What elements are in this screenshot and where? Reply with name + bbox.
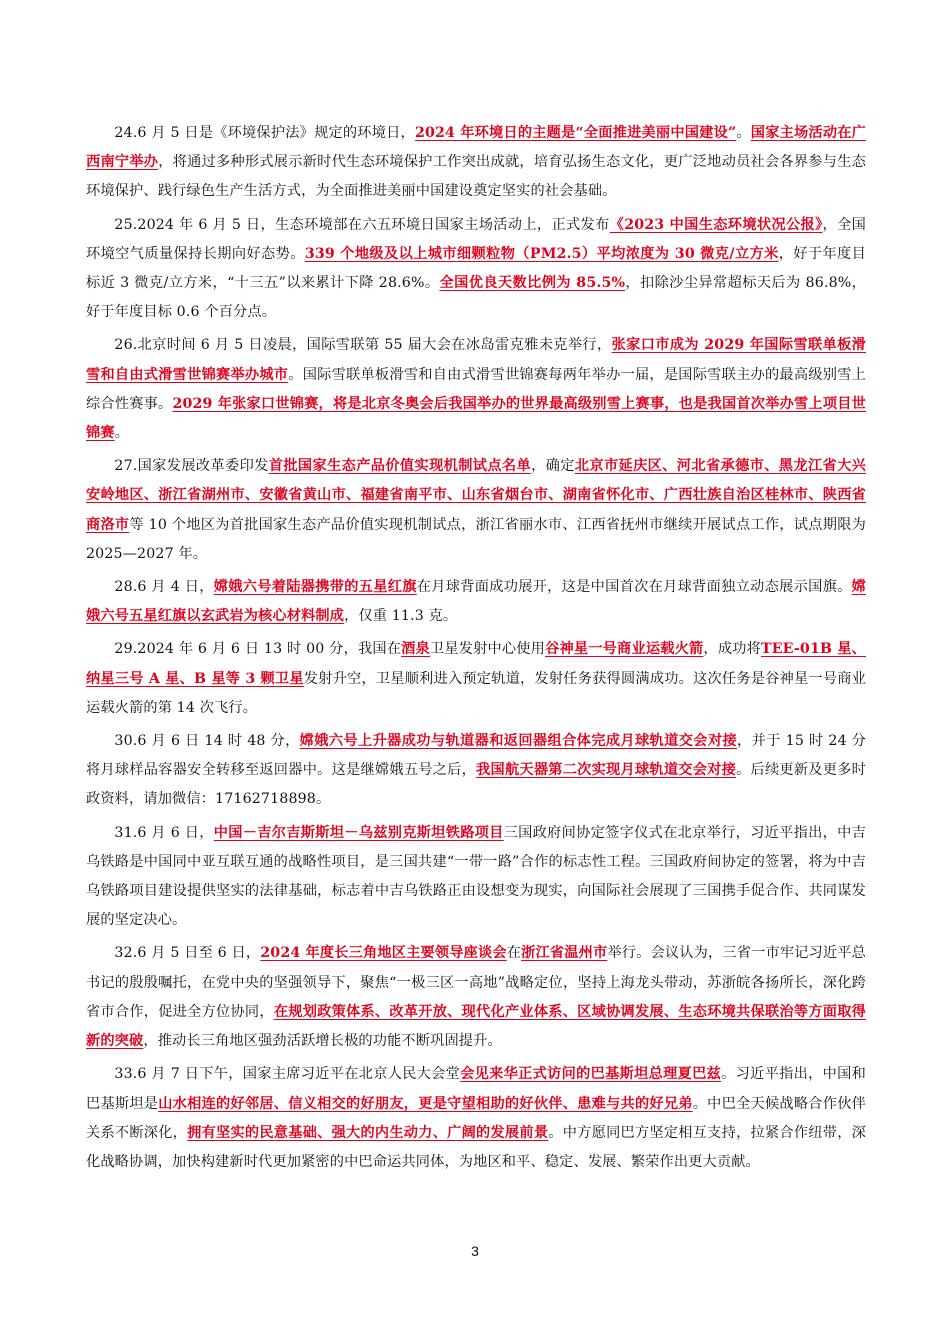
body-text: 。国际雪联单板滑雪和自由式滑雪世锦赛每两年举办一届，是国际雪联主办的最高级别雪上综合性赛事。 [86,366,866,412]
highlighted-keypoint: 339 个地级及以上城市细颗粒物（PM2.5）平均浓度为 30 微克/立方米 [304,245,779,262]
highlighted-keypoint: 嫦娥六号上升器成功与轨道器和返回器组合体完成月球轨道交会对接 [299,733,738,750]
highlighted-keypoint: 中国－吉尔吉斯斯坦－乌兹别克斯坦铁路项目 [213,824,504,841]
highlighted-keypoint: 张家口市成为 2029 年国际雪联单板滑雪和自由式滑雪世锦赛举办城市 [86,337,866,383]
body-text: ，确定 [531,458,575,475]
body-text: 30.6 月 6 日 14 时 48 分， [114,733,300,750]
body-text: 。习近平指出，中国和巴基斯坦是 [86,1066,866,1112]
highlighted-keypoint: 国家主场活动在广西南宁举办 [86,125,866,171]
body-text: 卫星发射中心使用 [429,641,546,658]
news-item-30 [86,727,866,815]
document-body [86,119,866,1181]
highlighted-keypoint: 我国航天器第二次实现月球轨道交会对接 [476,762,737,779]
highlighted-keypoint: 拥有坚实的民意基础、强大的内生动力、广阔的发展前景 [187,1124,549,1141]
body-text: ，仅重 11.3 克。 [344,608,458,625]
body-text: 25.2024 年 6 月 5 日，生态环境部在六五环境日国家主场活动上，正式发布 [114,216,610,233]
body-text: 26.北京时间 6 月 5 日凌晨，国际雪联第 55 届大会在冰岛雷克雅未克举行， [114,337,612,354]
news-item-25 [86,211,866,328]
highlighted-keypoint: 嫦娥六号五星红旗以玄武岩为核心材料制成 [86,579,866,625]
body-text: 。中方愿同巴方坚定相互支持，拉紧合作纽带，深化战略协调，加快构建新时代更加紧密的中巴命运共同体，为地区和平、稳定、发展、繁荣作出更大贡献。 [86,1124,866,1170]
highlighted-keypoint: 2029 年张家口世锦赛，将是北京冬奥会后我国举办的世界最高级别雪上赛事，也是我国首次举办雪上项目世锦赛 [86,395,866,442]
body-text: ，并于 15 时 24 分将月球样品容器安全转移至返回器中。这是继嫦娥五号之后， [86,733,866,779]
body-text: 28.6 月 4 日， [114,579,214,596]
body-text: 在 [506,945,522,962]
highlighted-keypoint: 嫦娥六号着陆器携带的五星红旗 [213,579,417,596]
highlighted-keypoint: 在规划政策体系、改革开放、现代化产业体系、区域协调发展、生态环境共保联治等方面取得新的突破 [86,1003,867,1050]
body-text: 32.6 月 5 日至 6 日， [114,945,261,962]
highlighted-keypoint: TEE-01B 星、纳星三号 A 星、B 星等 3 颗卫星 [86,641,866,687]
body-text: 31.6 月 6 日， [114,824,214,841]
highlighted-keypoint: 酒泉 [401,641,430,658]
body-text: 24.6 月 5 日是《环境保护法》规定的环境日， [114,125,415,141]
body-text: ，成功将 [703,641,761,658]
news-item-28 [86,573,866,631]
highlighted-keypoint: 山水相连的好邻居、信义相交的好朋友，更是守望相助的好伙伴、患难与共的好兄弟 [158,1095,693,1112]
body-text: ，好于年度目标近 3 微克/立方米，“十三五”以来累计下降 28.6%。 [86,245,866,292]
highlighted-keypoint: 2024 年度长三角地区主要领导座谈会 [260,945,507,962]
body-text: 29.2024 年 6 月 6 日 13 时 00 分，我国在 [114,641,402,658]
body-text: ，全国环境空气质量保持长期向好态势。 [86,216,866,262]
highlighted-keypoint: 2024 年环境日的主题是“全面推进美丽中国建设” [414,125,737,141]
body-text: 。 [114,425,130,442]
body-text: 在月球背面成功展开，这是中国首次在月球背面独立动态展示国旗。 [416,579,852,596]
body-text: 发射升空，卫星顺利进入预定轨道，发射任务获得圆满成功。这次任务是谷神星一号商业运载火箭的第 14 次飞行。 [86,670,867,716]
news-item-31 [86,819,866,936]
body-text: ，扣除沙尘异常超标天后为 86.8%，好于年度目标 0.6 个百分点。 [86,275,866,321]
body-text: 33.6 月 7 日下午，国家主席习近平在北京人民大会堂 [114,1066,461,1083]
highlighted-keypoint: 全国优良天数比例为 85.5% [439,275,626,292]
body-text: 三国政府间协定签字仪式在北京举行，习近平指出，中吉乌铁路是中国同中亚互联互通的战略性项目，是三国共建“一带一路”合作的标志性工程。三国政府间协定的签署，将为中吉乌铁路项目建设提供坚实的法律基础，标志着中吉乌铁路正由设想变为现实，向国际社会展现了三国携手促合作、共同谋发展的坚定决心。 [86,824,866,929]
highlighted-keypoint: 会见来华正式访问的巴基斯坦总理夏巴兹 [460,1066,722,1083]
body-text: 。 [736,125,751,141]
highlighted-keypoint: 首批国家生态产品价值实现机制试点名单 [268,458,532,475]
page-number: 3 [471,1243,479,1259]
body-text: 。中巴全天候战略合作伙伴关系不断深化， [86,1095,866,1141]
highlighted-keypoint: 北京市延庆区、河北省承德市、黑龙江省大兴安岭地区、浙江省湖州市、安徽省黄山市、福建省南平市、山东省烟台市、湖南省怀化市、广西壮族自治区桂林市、陕西省商洛市 [86,458,866,533]
body-text: 27.国家发展改革委印发 [114,458,269,475]
highlighted-keypoint: 《2023 中国生态环境状况公报》 [609,216,823,233]
body-text: ，推动长三角地区强劲活跃增长极的功能不断巩固提升。 [143,1033,502,1050]
news-item-24 [86,119,866,207]
body-text: ，将通过多种形式展示新时代生态环境保护工作突出成就，培育弘扬生态文化，更广泛地动员社会各界参与生态环境保护、践行绿色生产生活方式，为全面推进美丽中国建设奠定坚实的社会基础。 [86,154,866,200]
news-item-29 [86,635,866,723]
body-text: 等 10 个地区为首批国家生态产品价值实现机制试点，浙江省丽水市、江西省抚州市继续开展试点工作，试点期限为 2025—2027 年。 [86,516,867,562]
highlighted-keypoint: 浙江省温州市 [521,945,608,962]
news-item-33 [86,1060,866,1177]
highlighted-keypoint: 谷神星一号商业运载火箭 [545,641,704,658]
news-item-26 [86,331,866,448]
body-text: 。后续更新及更多时政资料，请加微信：17162718898。 [86,762,866,808]
news-item-27 [86,452,866,569]
body-text: 举行。会议认为，三省一市牢记习近平总书记的殷殷嘱托，在党中央的坚强领导下，聚焦“一极三区一高地”战略定位，坚持上海龙头带动，苏浙皖各扬所长，深化跨省市合作，促进全方位协同， [86,945,867,1020]
news-item-32 [86,939,866,1056]
